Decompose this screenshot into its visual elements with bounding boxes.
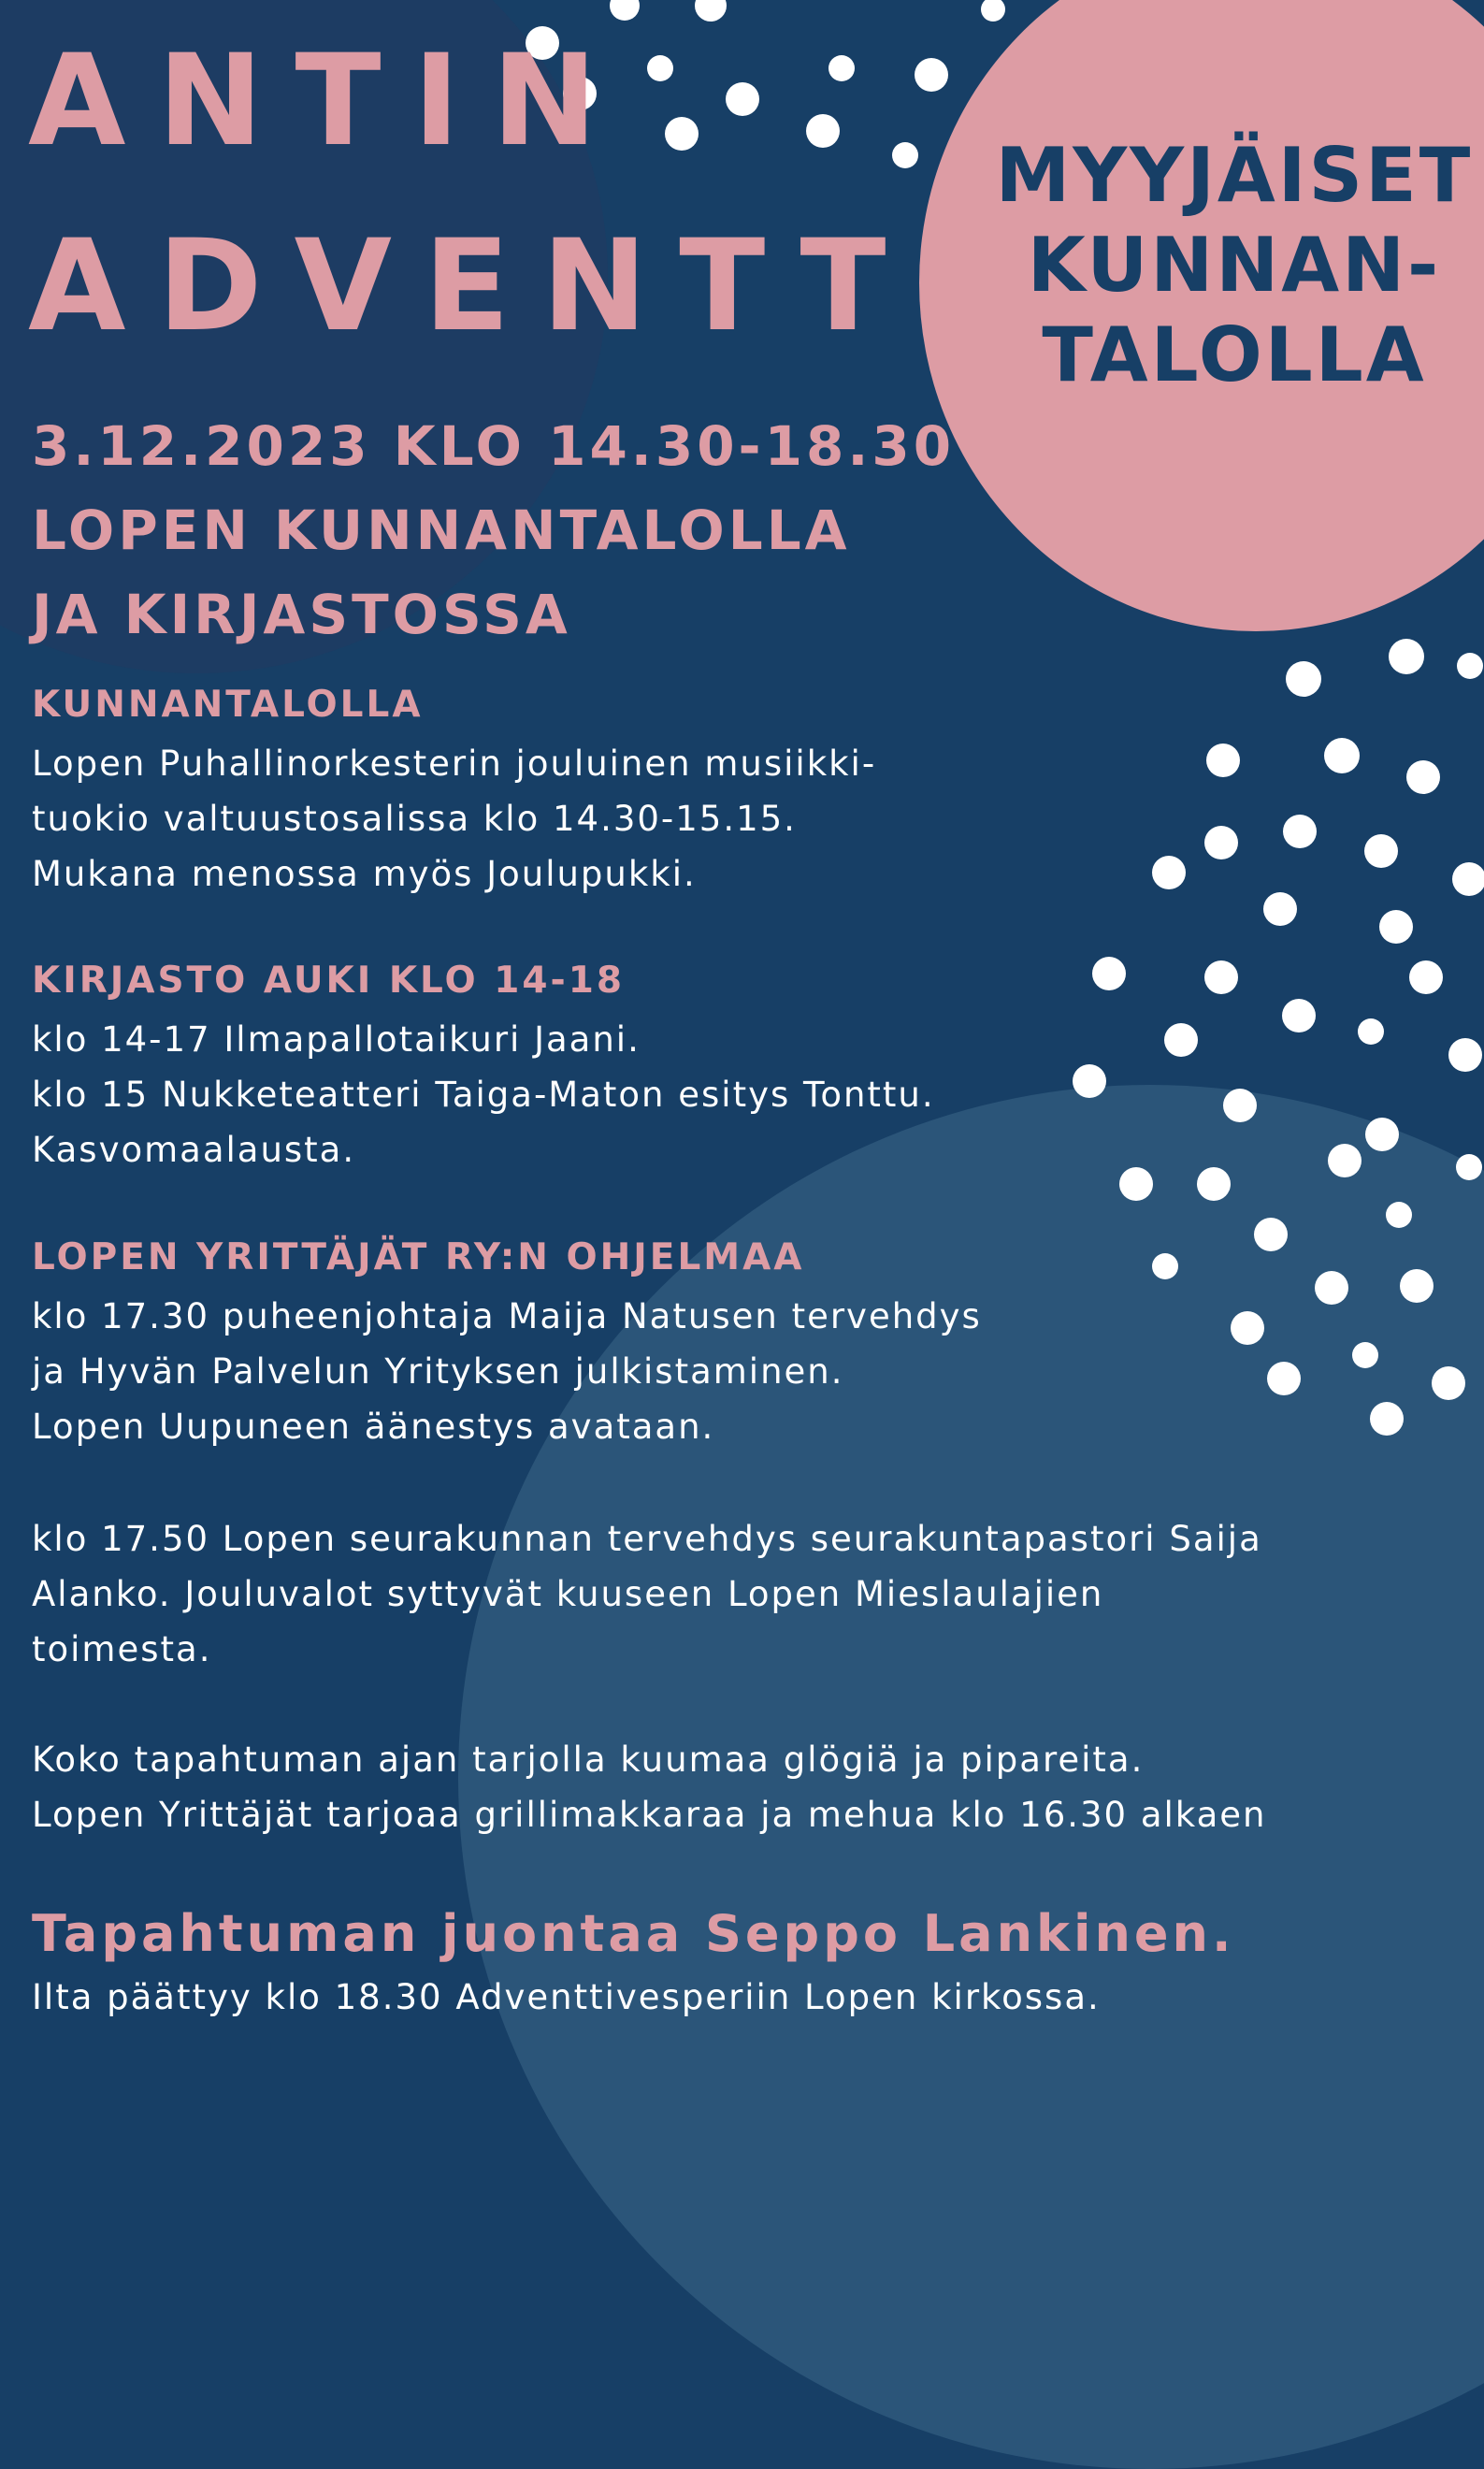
decorative-dot <box>1379 910 1413 944</box>
decorative-dot <box>806 114 840 148</box>
body-line: klo 14-17 Ilmapallotaikuri Jaani. <box>32 1019 641 1060</box>
decorative-dot <box>1389 639 1424 674</box>
paragraph-seurakunta <box>32 1511 1262 1677</box>
badge-line-1: MYYJÄISET <box>995 132 1474 219</box>
decorative-dot <box>1456 1154 1482 1180</box>
decorative-dot <box>1223 1089 1257 1122</box>
decorative-dot <box>1263 892 1297 926</box>
decorative-dot <box>1283 815 1317 848</box>
title-line-1: ANTIN <box>28 27 629 174</box>
decorative-dot <box>1432 1366 1465 1400</box>
section-heading: KIRJASTO AUKI KLO 14-18 <box>32 960 625 1002</box>
body-line: Lopen Yrittäjät tarjoaa grillimakkaraa ja mehua klo 16.30 alkaen <box>32 1795 1267 1835</box>
decorative-dot <box>1267 1362 1301 1395</box>
event-place-line-1: LOPEN KUNNANTALOLLA <box>32 498 851 562</box>
decorative-dot <box>610 0 640 21</box>
decorative-dot <box>828 55 855 81</box>
title-line-2: ADVENTTI <box>28 212 997 359</box>
section-heading: KUNNANTALOLLA <box>32 684 424 726</box>
decorative-dot <box>1152 856 1186 889</box>
decorative-dot <box>1231 1311 1264 1345</box>
decorative-dot <box>915 58 948 92</box>
badge-line-3: TALOLLA <box>1042 311 1427 398</box>
decorative-dot <box>1286 661 1321 697</box>
decorative-dot <box>647 55 673 81</box>
body-line: Alanko. Jouluvalot syttyvät kuuseen Lopen Mieslaulajien <box>32 1574 1104 1614</box>
market-badge-text <box>944 131 1484 400</box>
body-line: ja Hyvän Palvelun Yrityksen julkistaminen. <box>32 1351 844 1392</box>
decorative-dot <box>665 117 699 151</box>
event-date-time: 3.12.2023 KLO 14.30-18.30 <box>32 414 956 478</box>
decorative-dot <box>1206 744 1240 777</box>
decorative-dot <box>1457 653 1483 679</box>
decorative-dot <box>1370 1402 1404 1436</box>
section-kirjasto <box>32 958 935 1177</box>
body-line: Mukana menossa myös Joulupukki. <box>32 854 697 894</box>
decorative-dot <box>1282 999 1316 1032</box>
body-line: Lopen Puhallinorkesterin jouluinen musiikki- <box>32 744 877 784</box>
host-line: Tapahtuman juontaa Seppo Lankinen. <box>32 1904 1235 1963</box>
body-line: toimesta. <box>32 1629 212 1669</box>
body-line: Lopen Uupuneen äänestys avataan. <box>32 1407 715 1447</box>
body-line: klo 17.50 Lopen seurakunnan tervehdys seurakuntapastori Saija <box>32 1519 1262 1559</box>
decorative-dot <box>1365 1118 1399 1151</box>
badge-line-2: KUNNAN- <box>1027 222 1442 309</box>
decorative-dot <box>1364 834 1398 868</box>
decorative-dot <box>1409 960 1443 994</box>
decorative-dot <box>1452 862 1484 896</box>
decorative-dot <box>1448 1038 1482 1072</box>
decorative-dot <box>1328 1144 1362 1177</box>
decorative-dot <box>1315 1271 1348 1305</box>
decorative-dot <box>1152 1253 1178 1279</box>
body-line: klo 17.30 puheenjohtaja Maija Natusen tervehdys <box>32 1296 982 1336</box>
decorative-dot <box>1352 1342 1378 1368</box>
decorative-dot <box>1204 826 1238 859</box>
decorative-dot <box>981 0 1005 22</box>
decorative-dot <box>892 142 918 168</box>
section-heading: LOPEN YRITTÄJÄT RY:N OHJELMAA <box>32 1236 805 1278</box>
decorative-dot <box>1164 1023 1198 1057</box>
section-kunnantalo <box>32 682 876 902</box>
body-line: Kasvomaalausta. <box>32 1130 356 1170</box>
closing-line: Ilta päättyy klo 18.30 Adventtivesperiin Lopen kirkossa. <box>32 1977 1101 2017</box>
decorative-dot <box>1358 1018 1384 1045</box>
paragraph-refreshments <box>32 1732 1266 1842</box>
decorative-dot <box>1386 1202 1412 1228</box>
decorative-dot <box>1073 1064 1106 1098</box>
event-place-line-2: JA KIRJASTOSSA <box>32 583 571 646</box>
decorative-dot <box>726 82 759 116</box>
decorative-dot <box>1400 1269 1434 1303</box>
decorative-dot <box>1092 957 1126 990</box>
decorative-dot <box>1204 960 1238 994</box>
body-line: klo 15 Nukketeatteri Taiga-Maton esitys Tonttu. <box>32 1075 935 1115</box>
decorative-dot <box>1324 738 1360 773</box>
decorative-dot <box>1254 1218 1288 1251</box>
section-yrittajat <box>32 1234 982 1454</box>
decorative-dot <box>1119 1167 1153 1201</box>
decorative-dot <box>695 0 727 22</box>
decorative-dot <box>1197 1167 1231 1201</box>
body-line: Koko tapahtuman ajan tarjolla kuumaa glögiä ja pipareita. <box>32 1740 1145 1780</box>
body-line: tuokio valtuustosalissa klo 14.30-15.15. <box>32 799 797 839</box>
decorative-dot <box>1406 760 1440 794</box>
event-info <box>32 404 955 657</box>
